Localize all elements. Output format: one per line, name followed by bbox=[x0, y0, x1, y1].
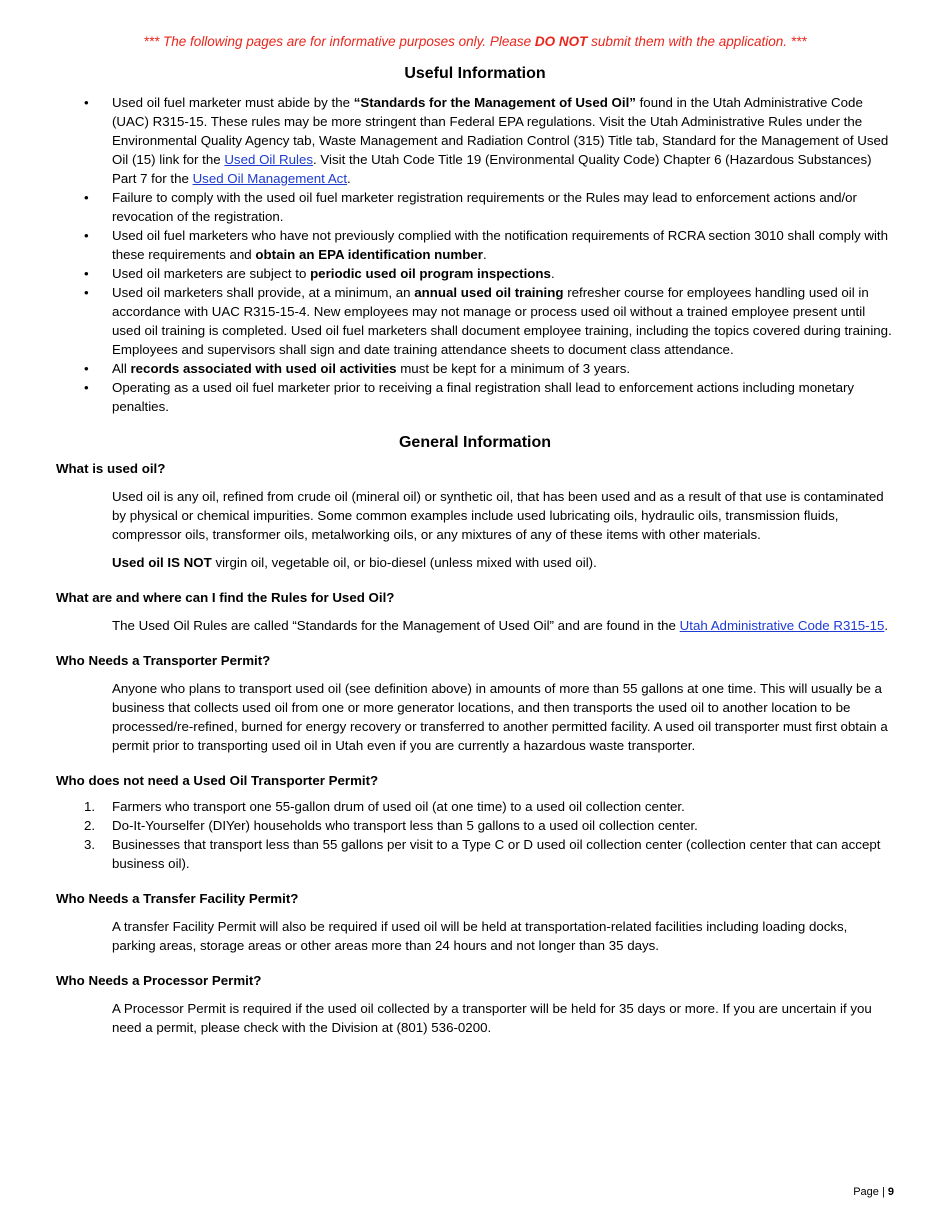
paragraph-processor-permit: A Processor Permit is required if the used oil collected by a transporter will be held for 35 days or more. If you are uncertain if you need a permit, please check with the Division at (801) 536-0200. bbox=[112, 1001, 872, 1035]
utah-administrative-code-link[interactable]: Utah Administrative Code R315-15 bbox=[679, 618, 885, 633]
bullet-icon: • bbox=[84, 190, 89, 205]
paragraph-rules: The Used Oil Rules are called “Standards for the Management of Used Oil” and are found in the Utah Administrative Code R315-15. bbox=[112, 618, 889, 633]
list-item: • Used oil fuel marketer must abide by the “Standards for the Management of Used Oil” found in the Utah Administrative Code (UAC) R315-15. These rules may be more stringent than Federal EPA regulations. Visit the Utah Administrative Rules under the Environmental Quality Agency tab, Waste Management and Radiation Control (315) Title tab, Standard for the Management of Used Oil (15) link for the Used Oil Rules. Visit the Utah Code Title 19 (Environmental Quality Code) Chapter 6 (Hazardous Substances) Part 7 for the Used Oil Management Act. bbox=[84, 95, 889, 186]
general-information-heading: General Information bbox=[398, 434, 552, 451]
section-heading-transporter-permit: Who Needs a Transporter Permit? bbox=[56, 653, 271, 668]
section-heading-no-transporter-permit: Who does not need a Used Oil Transporter Permit? bbox=[56, 773, 379, 788]
paragraph-transporter-permit: Anyone who plans to transport used oil (see definition above) in amounts of more than 55 gallons at one time. This will usually be a business that collects used oil from one or more generator locations, and then transports the used oil to another location to be processed/re-refined, burned for energy recovery or transferred to another permitted facility. A used oil transporter must first obtain a permit prior to transporting used oil in Utah even if you are currently a hazardous waste transporter. bbox=[112, 681, 888, 753]
list-item: • Operating as a used oil fuel marketer prior to receiving a final registration shall lead to enforcement actions including monetary penalties. bbox=[84, 380, 855, 414]
bullet-icon: • bbox=[84, 361, 89, 376]
exemption-list bbox=[56, 797, 894, 873]
list-item: 3. Businesses that transport less than 55 gallons per visit to a Type C or D used oil collection center (collection center that can accept business oil). bbox=[84, 837, 881, 871]
page-number-footer: Page | 9 bbox=[853, 1186, 894, 1198]
list-item: • Failure to comply with the used oil fuel marketer registration requirements or the Rules may lead to enforcement actions and/or revocation of the registration. bbox=[84, 190, 857, 224]
paragraph-transfer-facility-permit: A transfer Facility Permit will also be required if used oil will be held at transportation-related facilities including loading docks, parking areas, storage areas or other areas more than 24 hours and not longer than 35 days. bbox=[112, 919, 848, 953]
paragraph-used-oil-definition: Used oil is any oil, refined from crude oil (mineral oil) or synthetic oil, that has been used and as a result of that use is contaminated by physical or chemical impurities. Some common examples include used lubricating oils, hydraulic oils, transmission fluids, compressor oils, transformer oils, metalworking oils, or any mixtures of any of these items with other materials. bbox=[112, 489, 884, 542]
list-item: 1. Farmers who transport one 55-gallon drum of used oil (at one time) to a used oil collection center. bbox=[84, 799, 685, 814]
disclaimer-emphasis: DO NOT bbox=[534, 34, 588, 49]
used-oil-rules-link[interactable]: Used Oil Rules bbox=[224, 152, 314, 167]
document-page bbox=[56, 32, 894, 1037]
disclaimer: *** The following pages are for informative purposes only. Please DO NOT submit them with the application. *** bbox=[143, 34, 807, 49]
list-item: • All records associated with used oil activities must be kept for a minimum of 3 years. bbox=[84, 361, 631, 376]
bullet-icon: • bbox=[84, 266, 89, 281]
bullet-icon: • bbox=[84, 380, 89, 395]
section-heading-rules: What are and where can I find the Rules for Used Oil? bbox=[56, 590, 395, 605]
used-oil-management-act-link[interactable]: Used Oil Management Act bbox=[192, 171, 348, 186]
list-item: 2. Do-It-Yourselfer (DIYer) households who transport less than 5 gallons to a used oil collection center. bbox=[84, 818, 698, 833]
page-number: 9 bbox=[887, 1186, 894, 1198]
list-item: • Used oil marketers shall provide, at a minimum, an annual used oil training refresher course for employees handling used oil in accordance with UAC R315-15-4. New employees may not manage or process used oil without a trained employee present until used oil training is completed. Used oil fuel marketers shall document employee training, including the topics covered during training. Employees and supervisors shall sign and date training attendance sheets to document class attendance. bbox=[84, 285, 892, 357]
useful-information-list bbox=[56, 93, 894, 416]
bullet-icon: • bbox=[84, 95, 89, 110]
list-item: • Used oil fuel marketers who have not previously complied with the notification requirements of RCRA section 3010 shall comply with these requirements and obtain an EPA identification number. bbox=[84, 228, 889, 262]
useful-information-heading: Useful Information bbox=[404, 65, 546, 82]
bullet-icon: • bbox=[84, 228, 89, 243]
list-item: • Used oil marketers are subject to periodic used oil program inspections. bbox=[84, 266, 555, 281]
bullet-icon: • bbox=[84, 285, 89, 300]
section-heading-transfer-facility-permit: Who Needs a Transfer Facility Permit? bbox=[56, 891, 299, 906]
section-heading-what-is-used-oil: What is used oil? bbox=[56, 461, 166, 476]
section-heading-processor-permit: Who Needs a Processor Permit? bbox=[56, 973, 262, 988]
paragraph-used-oil-is-not: Used oil IS NOT virgin oil, vegetable oil, or bio-diesel (unless mixed with used oil). bbox=[112, 555, 597, 570]
